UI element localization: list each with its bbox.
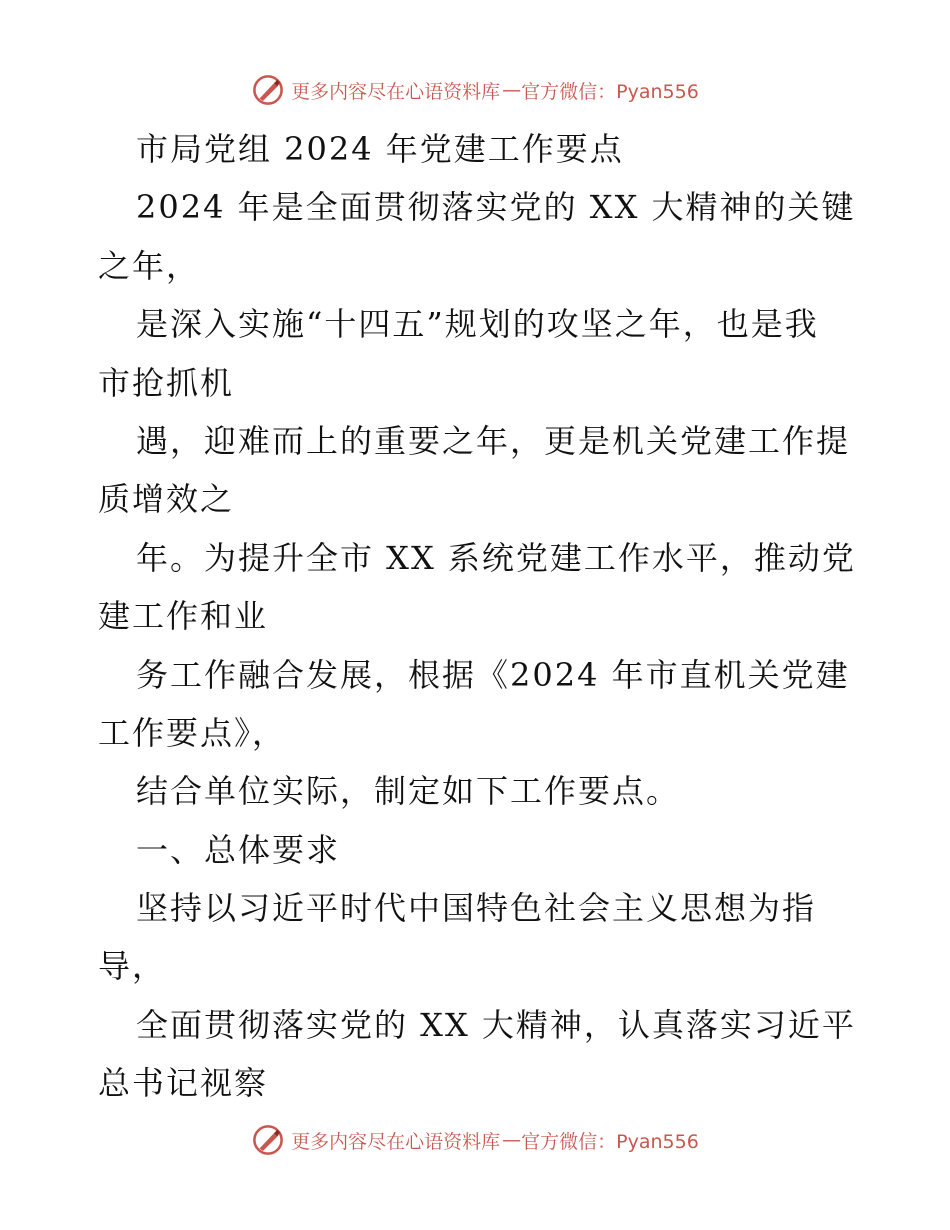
paragraph-line: 质增效之 bbox=[98, 480, 235, 519]
document-title: 市局党组 2024 年党建工作要点 bbox=[136, 130, 624, 168]
watermark-site-text: 更多内容尽在心语资料库 bbox=[291, 1130, 501, 1153]
paragraph-line: 年。为提升全市 XX 系统党建工作水平，推动党 bbox=[136, 538, 856, 577]
footer-watermark bbox=[0, 1120, 950, 1160]
pen-logo-icon bbox=[251, 1123, 285, 1157]
paragraph-line: 总书记视察 bbox=[98, 1064, 269, 1103]
watermark-separator: — bbox=[502, 79, 520, 101]
watermark-site-text: 更多内容尽在心语资料库 bbox=[291, 80, 501, 103]
paragraph-line: 2024 年是全面贯彻落实党的 XX 大精神的关键 bbox=[136, 188, 856, 227]
watermark-wechat-text: 官方微信：Pyan556 bbox=[521, 80, 699, 103]
paragraph-line: 结合单位实际，制定如下工作要点。 bbox=[136, 772, 681, 811]
section-heading: 一、总体要求 bbox=[136, 830, 341, 869]
watermark-wechat-text: 官方微信：Pyan556 bbox=[521, 1130, 699, 1153]
paragraph-line: 遇，迎难而上的重要之年，更是机关党建工作提 bbox=[136, 421, 851, 460]
pen-logo-icon bbox=[251, 73, 285, 107]
paragraph-line: 坚持以习近平时代中国特色社会主义思想为指 bbox=[136, 889, 817, 928]
watermark-separator: — bbox=[502, 1129, 520, 1151]
paragraph-line: 务工作融合发展，根据《2024 年市直机关党建 bbox=[136, 655, 850, 694]
paragraph-line: 导， bbox=[98, 947, 167, 986]
paragraph-line: 工作要点》， bbox=[98, 713, 287, 752]
paragraph-line: 建工作和业 bbox=[98, 597, 269, 636]
paragraph-line: 是深入实施“十四五”规划的攻坚之年，也是我 bbox=[136, 305, 819, 344]
document-body bbox=[98, 120, 858, 1113]
paragraph-line: 市抢抓机 bbox=[98, 363, 235, 402]
header-watermark bbox=[0, 70, 950, 110]
paragraph-line: 全面贯彻落实党的 XX 大精神，认真落实习近平 bbox=[136, 1005, 856, 1044]
paragraph-line: 之年， bbox=[98, 246, 201, 285]
